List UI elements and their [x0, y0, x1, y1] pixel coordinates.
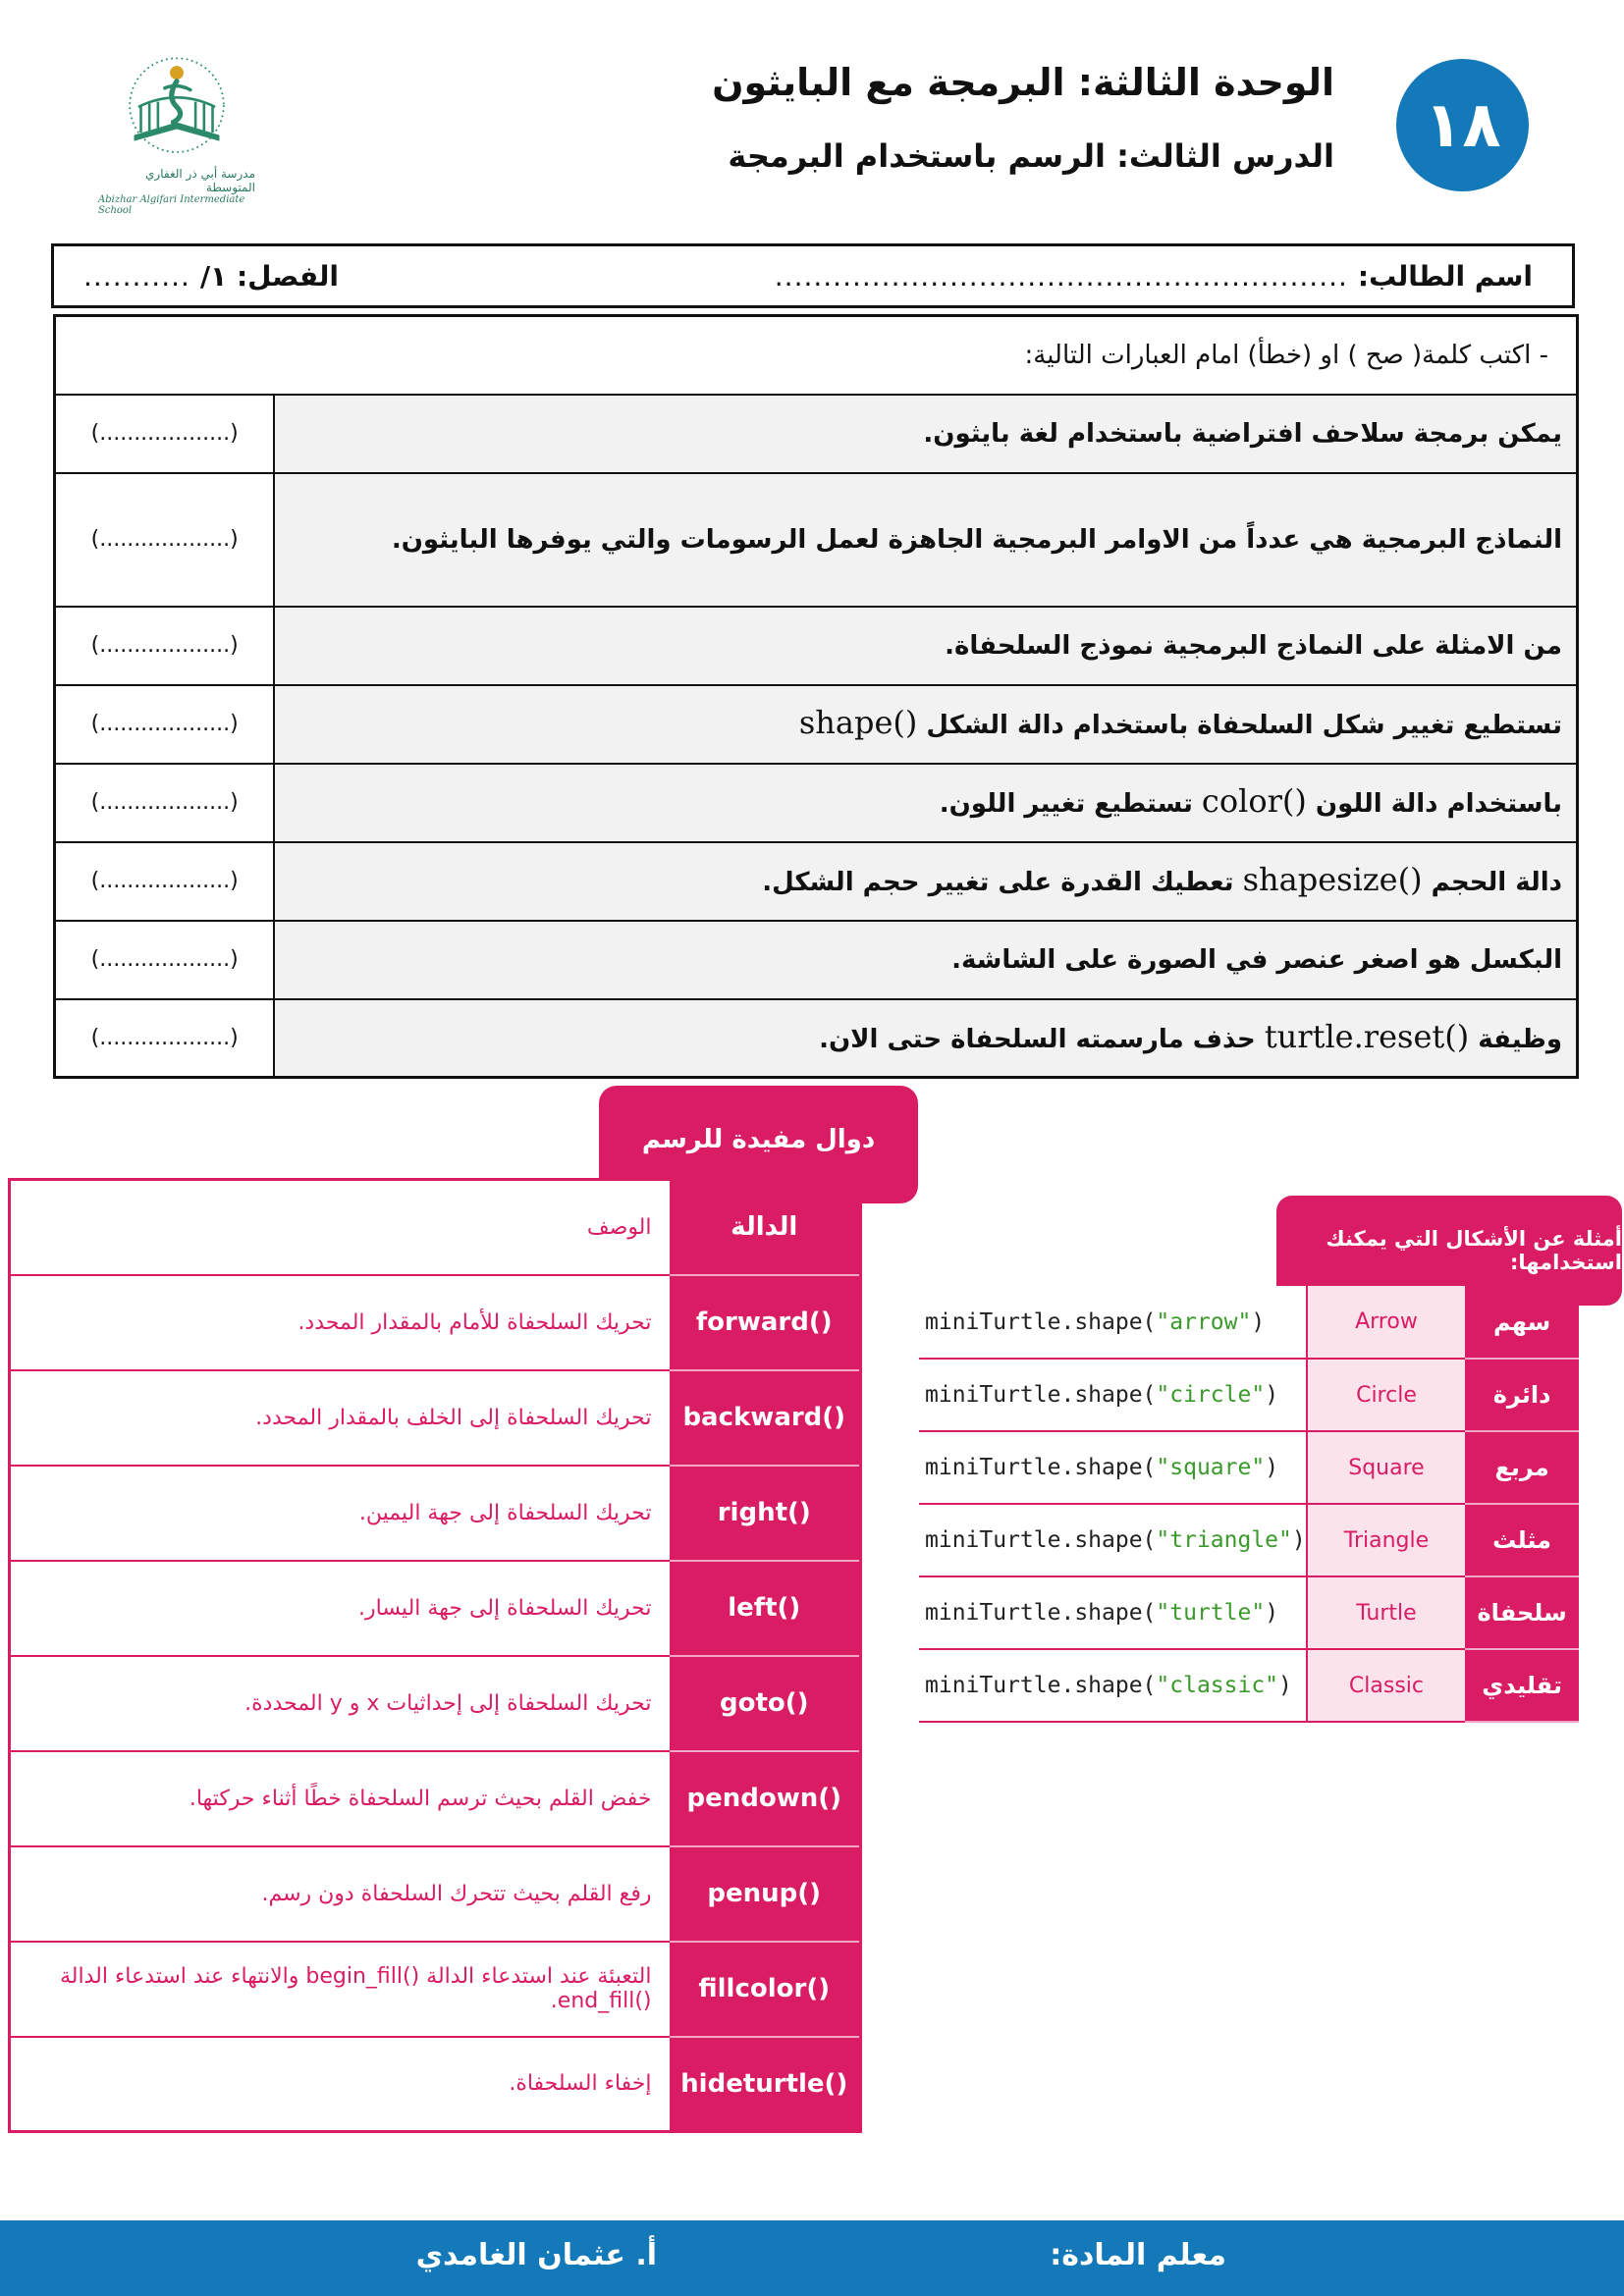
code-arg: "triangle" — [1156, 1527, 1292, 1553]
tf-answer-1[interactable]: (...................) — [55, 395, 275, 473]
functions-table — [8, 1178, 862, 2133]
function-name: fillcolor() — [670, 1942, 861, 2037]
shape-name-en: Arrow — [1307, 1286, 1465, 1359]
tf-text: تعطيك القدرة على تغيير حجم الشكل. — [762, 868, 1243, 897]
table-row — [55, 395, 1578, 473]
table-row — [10, 1942, 861, 2037]
table-row — [10, 1275, 861, 1370]
student-name-field[interactable]: ........................................................... — [774, 259, 1348, 293]
tf-statement-6 — [274, 842, 1577, 921]
student-info-box — [51, 243, 1575, 308]
tf-text: وظيفة — [1469, 1024, 1562, 1054]
table-row — [10, 1180, 861, 1275]
student-name-label: اسم الطالب: — [1357, 259, 1533, 293]
tf-text: باستخدام دالة اللون — [1306, 789, 1562, 819]
school-name-en: Abizhar Algifari Intermediate School — [98, 194, 245, 216]
shape-name-en: Square — [1307, 1431, 1465, 1504]
unit-title: الوحدة الثالثة: البرمجة مع البايثون — [712, 61, 1334, 104]
tf-statement-7: البكسل هو اصغر عنصر في الصورة على الشاشة. — [274, 921, 1577, 999]
function-desc: تحريك السلحفاة إلى جهة اليسار. — [10, 1561, 670, 1656]
table-row — [10, 1751, 861, 1846]
shape-code — [919, 1286, 1307, 1359]
table-row — [55, 921, 1578, 999]
shape-name-ar: دائرة — [1465, 1359, 1579, 1431]
table-row — [55, 685, 1578, 764]
table-row — [919, 1359, 1579, 1431]
function-desc: تحريك السلحفاة إلى الخلف بالمقدار المحدد. — [10, 1370, 670, 1466]
table-row — [55, 999, 1578, 1078]
function-name: right() — [670, 1466, 861, 1561]
function-name: pendown() — [670, 1751, 861, 1846]
code-suffix: ) — [1251, 1308, 1266, 1335]
tf-statement-3: من الامثلة على النماذج البرمجية نموذج السلحفاة. — [274, 607, 1577, 685]
table-row — [919, 1576, 1579, 1649]
lesson-title: الدرس الثالث: الرسم باستخدام البرمجة — [728, 137, 1334, 175]
code-suffix: ) — [1265, 1600, 1279, 1626]
tf-answer-4[interactable]: (...................) — [55, 685, 275, 764]
shape-name-ar: سلحفاة — [1465, 1576, 1579, 1649]
shape-code — [919, 1576, 1307, 1649]
functions-header-name: الدالة — [670, 1180, 861, 1275]
function-name: backward() — [670, 1370, 861, 1466]
tf-code: turtle.reset() — [1264, 1017, 1470, 1055]
code-prefix: miniTurtle.shape( — [925, 1455, 1157, 1480]
tf-answer-2[interactable]: (...................) — [55, 473, 275, 607]
function-name: goto() — [670, 1656, 861, 1751]
function-desc: تحريك السلحفاة إلى إحداثيات x و y المحددة. — [10, 1656, 670, 1751]
tf-code: shape() — [798, 704, 918, 741]
tf-text: تستطيع تغيير شكل السلحفاة باستخدام دالة الشكل — [917, 711, 1562, 740]
tf-statement-1: يمكن برمجة سلاحف افتراضية باستخدام لغة بايثون. — [274, 395, 1577, 473]
tf-statement-5 — [274, 764, 1577, 842]
tf-answer-8[interactable]: (...................) — [55, 999, 275, 1078]
function-name: left() — [670, 1561, 861, 1656]
table-row — [10, 1561, 861, 1656]
school-name-ar: مدرسة أبي ذر الغفاري المتوسطة — [145, 167, 255, 194]
shape-name-ar: سهم — [1465, 1286, 1579, 1359]
shape-name-en: Classic — [1307, 1649, 1465, 1722]
table-row — [10, 2037, 861, 2132]
tf-answer-3[interactable]: (...................) — [55, 607, 275, 685]
shape-code — [919, 1504, 1307, 1576]
table-row — [55, 764, 1578, 842]
table-row — [919, 1504, 1579, 1576]
shape-name-en: Turtle — [1307, 1576, 1465, 1649]
code-suffix: ) — [1265, 1455, 1279, 1480]
table-row — [55, 607, 1578, 685]
functions-panel-title: دوال مفيدة للرسم — [599, 1086, 918, 1203]
shape-name-en: Circle — [1307, 1359, 1465, 1431]
footer-bar — [0, 2220, 1624, 2296]
function-desc: تحريك السلحفاة إلى جهة اليمين. — [10, 1466, 670, 1561]
tf-code: shapesize() — [1242, 861, 1423, 898]
code-arg: "classic" — [1156, 1673, 1279, 1698]
table-row — [10, 1370, 861, 1466]
tf-text: تستطيع تغيير اللون. — [939, 789, 1202, 819]
function-desc: إخفاء السلحفاة. — [10, 2037, 670, 2132]
shape-code — [919, 1431, 1307, 1504]
code-suffix: ) — [1291, 1527, 1306, 1553]
school-logo — [98, 54, 255, 216]
code-suffix: ) — [1265, 1382, 1279, 1408]
function-desc: تحريك السلحفاة للأمام بالمقدار المحدد. — [10, 1275, 670, 1370]
true-false-table — [53, 314, 1579, 1079]
function-desc: رفع القلم بحيث تتحرك السلحفاة دون رسم. — [10, 1846, 670, 1942]
tf-statement-4 — [274, 685, 1577, 764]
tf-text: حذف مارسمته السلحفاة حتى الان. — [819, 1024, 1265, 1054]
code-prefix: miniTurtle.shape( — [925, 1527, 1157, 1553]
school-logo-icon — [108, 54, 245, 165]
table-row — [55, 473, 1578, 607]
code-prefix: miniTurtle.shape( — [925, 1382, 1157, 1408]
code-suffix: ) — [1278, 1673, 1292, 1698]
code-arg: "circle" — [1156, 1382, 1266, 1408]
tf-answer-6[interactable]: (...................) — [55, 842, 275, 921]
table-row — [10, 1846, 861, 1942]
shape-name-ar: تقليدي — [1465, 1649, 1579, 1722]
tf-instruction: - اكتب كلمة( صح ) او (خطأ) امام العبارات التالية: — [55, 316, 1578, 395]
shape-name-ar: مربع — [1465, 1431, 1579, 1504]
tf-statement-8 — [274, 999, 1577, 1078]
code-arg: "turtle" — [1156, 1600, 1266, 1626]
table-row — [55, 842, 1578, 921]
shape-code — [919, 1649, 1307, 1722]
teacher-name: أ. عثمان الغامدي — [415, 2238, 657, 2272]
code-prefix: miniTurtle.shape( — [925, 1308, 1157, 1335]
table-row — [10, 1656, 861, 1751]
shapes-table — [919, 1286, 1579, 1723]
function-name: hideturtle() — [670, 2037, 861, 2132]
shapes-panel-title: أمثلة عن الأشكال التي يمكنك استخدامها: — [1276, 1196, 1622, 1306]
shape-name-ar: مثلث — [1465, 1504, 1579, 1576]
code-arg: "square" — [1156, 1455, 1266, 1480]
shape-code — [919, 1359, 1307, 1431]
teacher-label: معلم المادة: — [1050, 2238, 1226, 2272]
code-prefix: miniTurtle.shape( — [925, 1673, 1157, 1698]
table-row — [919, 1649, 1579, 1722]
tf-answer-7[interactable]: (...................) — [55, 921, 275, 999]
tf-text: دالة الحجم — [1422, 868, 1562, 897]
table-row — [919, 1431, 1579, 1504]
table-row — [10, 1466, 861, 1561]
function-name: forward() — [670, 1275, 861, 1370]
tf-answer-5[interactable]: (...................) — [55, 764, 275, 842]
class-field[interactable]: ........... — [83, 259, 190, 293]
table-row — [919, 1286, 1579, 1359]
code-arg: "arrow" — [1156, 1308, 1252, 1335]
lesson-number-badge: ١٨ — [1396, 59, 1529, 191]
tf-statement-2: النماذج البرمجية هي عدداً من الاوامر البرمجية الجاهزة لعمل الرسومات والتي يوفرها البايثون. — [274, 473, 1577, 607]
function-name: penup() — [670, 1846, 861, 1942]
class-label: الفصل: ١/ — [199, 259, 340, 293]
shape-name-en: Triangle — [1307, 1504, 1465, 1576]
functions-header-desc: الوصف — [10, 1180, 670, 1275]
code-prefix: miniTurtle.shape( — [925, 1600, 1157, 1626]
tf-code: color() — [1201, 782, 1307, 820]
function-desc: التعبئة عند استدعاء الدالة ()begin_fill والانتهاء عند استدعاء الدالة ()end_fill. — [10, 1942, 670, 2037]
function-desc: خفض القلم بحيث ترسم السلحفاة خطًا أثناء حركتها. — [10, 1751, 670, 1846]
